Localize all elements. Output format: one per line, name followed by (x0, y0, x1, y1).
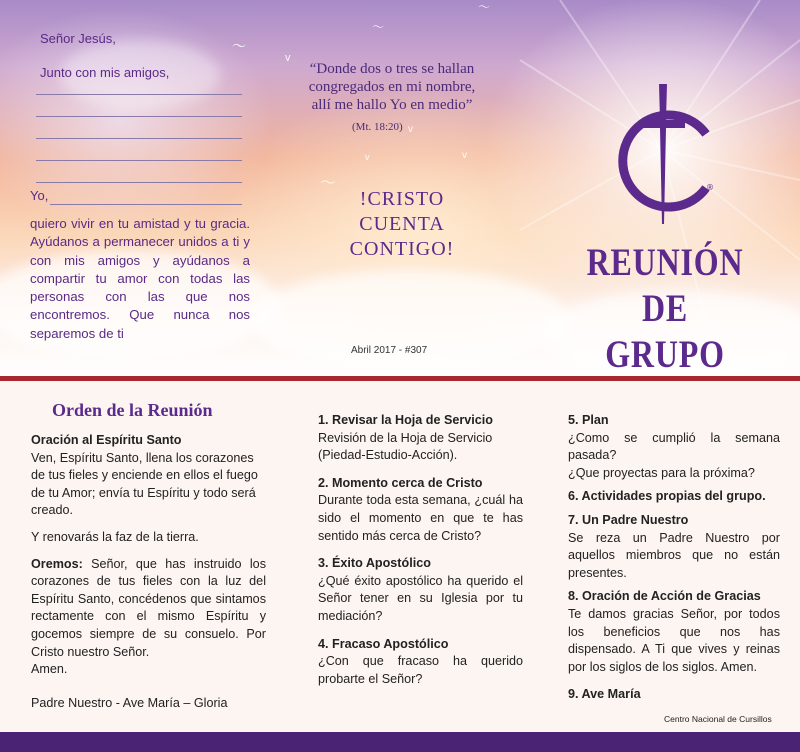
item-title: 4. Fracaso Apostólico (318, 636, 449, 651)
item-text: ¿Que proyectas para la próxima? (568, 465, 755, 480)
bird-icon: v (285, 52, 291, 64)
yo-label: Yo, (30, 188, 49, 203)
prayer-title: Oración al Espíritu Santo (31, 433, 182, 447)
credit-text: Centro Nacional de Cursillos (664, 714, 772, 724)
oremos-label: Oremos: (31, 556, 83, 571)
item-text: Te damos gracias Señor, por todos los beneficios que nos has dispensado. A Ti que vives y reinas por los siglos de los siglos. Amen. (568, 606, 780, 674)
order-heading: Orden de la Reunión (52, 400, 213, 420)
item-text: ¿Con que fracaso ha querido probarte el Señor? (318, 654, 523, 686)
bird-icon: 〜 (478, 0, 491, 14)
item-title: 3. Éxito Apostólico (318, 556, 431, 571)
slogan-line: !CRISTO (359, 188, 445, 210)
bird-icon: 〜 (232, 38, 246, 54)
slogan (322, 187, 482, 262)
item-title: 9. Ave María (568, 687, 641, 702)
item-text: ¿Como se cumplió la semana pasada? (568, 430, 780, 463)
name-line (50, 204, 242, 205)
item-title: 1. Revisar la Hoja de Servicio (318, 413, 494, 427)
cursillo-logo-icon (598, 76, 728, 226)
registered-mark: ® (706, 183, 714, 192)
title-line: REUNIÓN (586, 241, 744, 284)
prayer-text: Ven, Espíritu Santo, llena los corazones de tus fieles y enciende en ellos el fuego de tu Amor; envía tu Espíritu y todo será creado. (31, 450, 258, 518)
cover-title (579, 240, 751, 376)
item-text: Durante toda esta semana, ¿cuál ha sido el momento en que te has sentido más cerca de Cristo? (318, 493, 523, 543)
column-items-1-4 (318, 412, 523, 688)
bird-icon: v (462, 150, 467, 161)
column-prayers (31, 432, 266, 712)
item-title: 5. Plan (568, 413, 609, 427)
quote-line: congregados en mi nombre, (308, 79, 476, 95)
commitment-text: quiero vivir en tu amistad y tu gracia. Ayúdanos a permanecer unidos a ti y con mis amigos y ayúdanos a compartir tu amor con todas las personas con las que nos encontremos. Que nunca nos separemos de ti (30, 216, 250, 341)
greeting: Señor Jesús, (40, 31, 116, 46)
item-title: 2. Momento cerca de Cristo (318, 475, 483, 490)
with-friends-label: Junto con mis amigos, (40, 65, 170, 80)
friend-name-line (36, 138, 242, 139)
quote-line: allí me hallo Yo en medio” (311, 97, 473, 113)
amen-text: Amen. (31, 662, 68, 677)
issue-date: Abril 2017 - #307 (351, 345, 428, 356)
slogan-line: CONTIGO! (349, 238, 455, 260)
item-text: ¿Qué éxito apostólico ha querido el Señor tener en su Iglesia por tu mediación? (318, 573, 523, 623)
quote-line: “Donde dos o tres se hallan (309, 61, 475, 77)
slogan-line: CUENTA (359, 213, 445, 235)
item-text: Revisión de la Hoja de Servicio (Piedad-Estudio-Acción). (318, 430, 493, 463)
closing-prayers: Padre Nuestro - Ave María – Gloria (31, 695, 228, 710)
friend-name-line (36, 116, 242, 117)
renew-text: Y renovarás la faz de la tierra. (31, 529, 199, 544)
bird-icon: 〜 (320, 175, 337, 192)
item-title: 8. Oración de Acción de Gracias (568, 589, 761, 604)
friend-name-line (36, 94, 242, 95)
item-title: 7. Un Padre Nuestro (568, 512, 689, 527)
bird-icon: v (365, 152, 370, 162)
oremos-paragraph (31, 556, 266, 662)
item-text: Se reza un Padre Nuestro por aquellos miembros que no están presentes. (568, 530, 780, 580)
bird-icon: v (408, 124, 413, 135)
column-items-5-9 (568, 412, 780, 704)
bird-icon: 〜 (372, 20, 385, 34)
friend-name-line (36, 182, 242, 183)
bottom-bar (0, 732, 800, 752)
friend-name-line (36, 160, 242, 161)
title-line: DE GRUPO (605, 287, 725, 376)
oremos-text: Señor, que has instruido los corazones de tus fieles con la luz del Espíritu Santo, concédenos que sintamos rectamente con el mismo Espíritu y gocemos siempre de su consuelo. Por Cristo nuestro Señor. (31, 556, 266, 659)
item-title: 6. Actividades propias del grupo. (568, 489, 766, 504)
quote-reference: (Mt. 18:20) (352, 121, 403, 133)
scripture-quote (272, 60, 512, 114)
